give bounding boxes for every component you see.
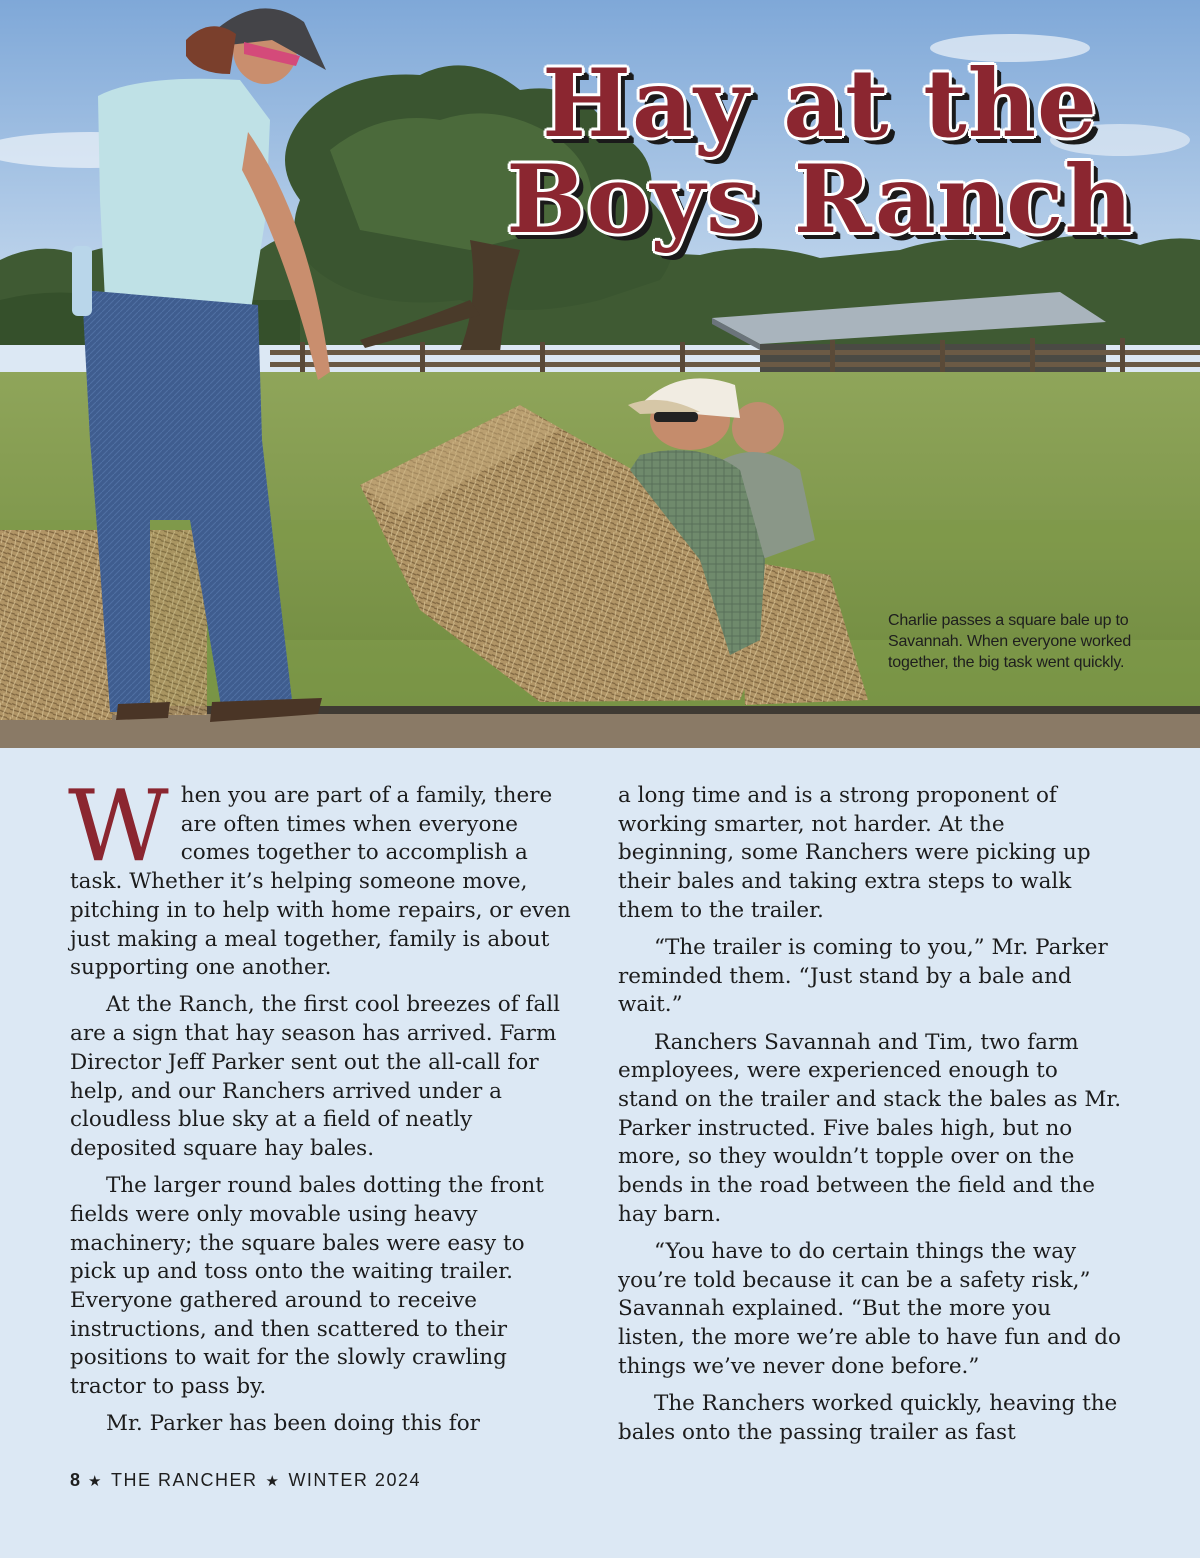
star-icon: ★ (88, 1473, 103, 1490)
paragraph: The larger round bales dotting the front fields were only movable using heavy machinery; the square bales were easy to pick up and toss onto the waiting trailer. Everyone gathered around to receive instructions, and then scattered to their positions to wait for the slowly crawling tractor to pass by. (70, 1173, 544, 1400)
title-line-1: Hay at the (542, 49, 1098, 159)
photo-caption: Charlie passes a square bale up to Savannah. When everyone worked together, the big task went quickly. (888, 612, 1132, 671)
issue-label: WINTER 2024 (288, 1470, 421, 1490)
title-line-2: Boys Ranch (506, 145, 1134, 255)
paragraph: “You have to do certain things the way you’re told because it can be a safety risk,” Savannah explained. “But the more you listen, the more we’re able to have fun and do things we’ve never done before.” (618, 1239, 1121, 1379)
paragraph: Mr. Parker has been doing this for (106, 1411, 480, 1437)
publication-name: THE RANCHER (110, 1470, 258, 1490)
drop-cap: W (68, 770, 169, 884)
star-icon: ★ (265, 1473, 281, 1490)
paragraph-opening (68, 770, 575, 983)
paragraph: The Ranchers worked quickly, heaving the bales onto the passing trailer as fast (618, 1391, 1118, 1445)
page-number: 8 (70, 1470, 81, 1490)
article-title (470, 49, 1170, 255)
paragraph: At the Ranch, the first cool breezes of fall are a sign that hay season has arrived. Farm Director Jeff Parker sent out the all-call for help, and our Ranchers arrived under a cloudless blue sky at a field of neatly deposited square hay bales. (70, 992, 561, 1161)
article-column-right (618, 782, 1123, 1456)
paragraph: Ranchers Savannah and Tim, two farm employees, were experienced enough to stand on the trailer and stack the bales as Mr. Parker instructed. Five bales high, but no more, so they wouldn’t topple over on the bends in the road between the field and the hay barn. (618, 1029, 1122, 1227)
paragraph-opening-text: hen you are part of a family, there are often times when everyone comes together to accomplish a task. Whether it’s helping someone move, pitching in to help with home repairs, or even just making a meal together, family is about supporting one another. (70, 783, 571, 981)
paragraph: “The trailer is coming to you,” Mr. Parker reminded them. “Just stand by a bale and wait.” (618, 935, 1108, 1018)
page-footer (70, 1470, 421, 1491)
hero-photo (0, 0, 1200, 748)
paragraph-continued: a long time and is a strong proponent of working smarter, not harder. At the beginning, some Ranchers were picking up their bales and taking extra steps to walk them to the trailer. (618, 783, 1091, 923)
article-column-left (68, 770, 575, 1447)
